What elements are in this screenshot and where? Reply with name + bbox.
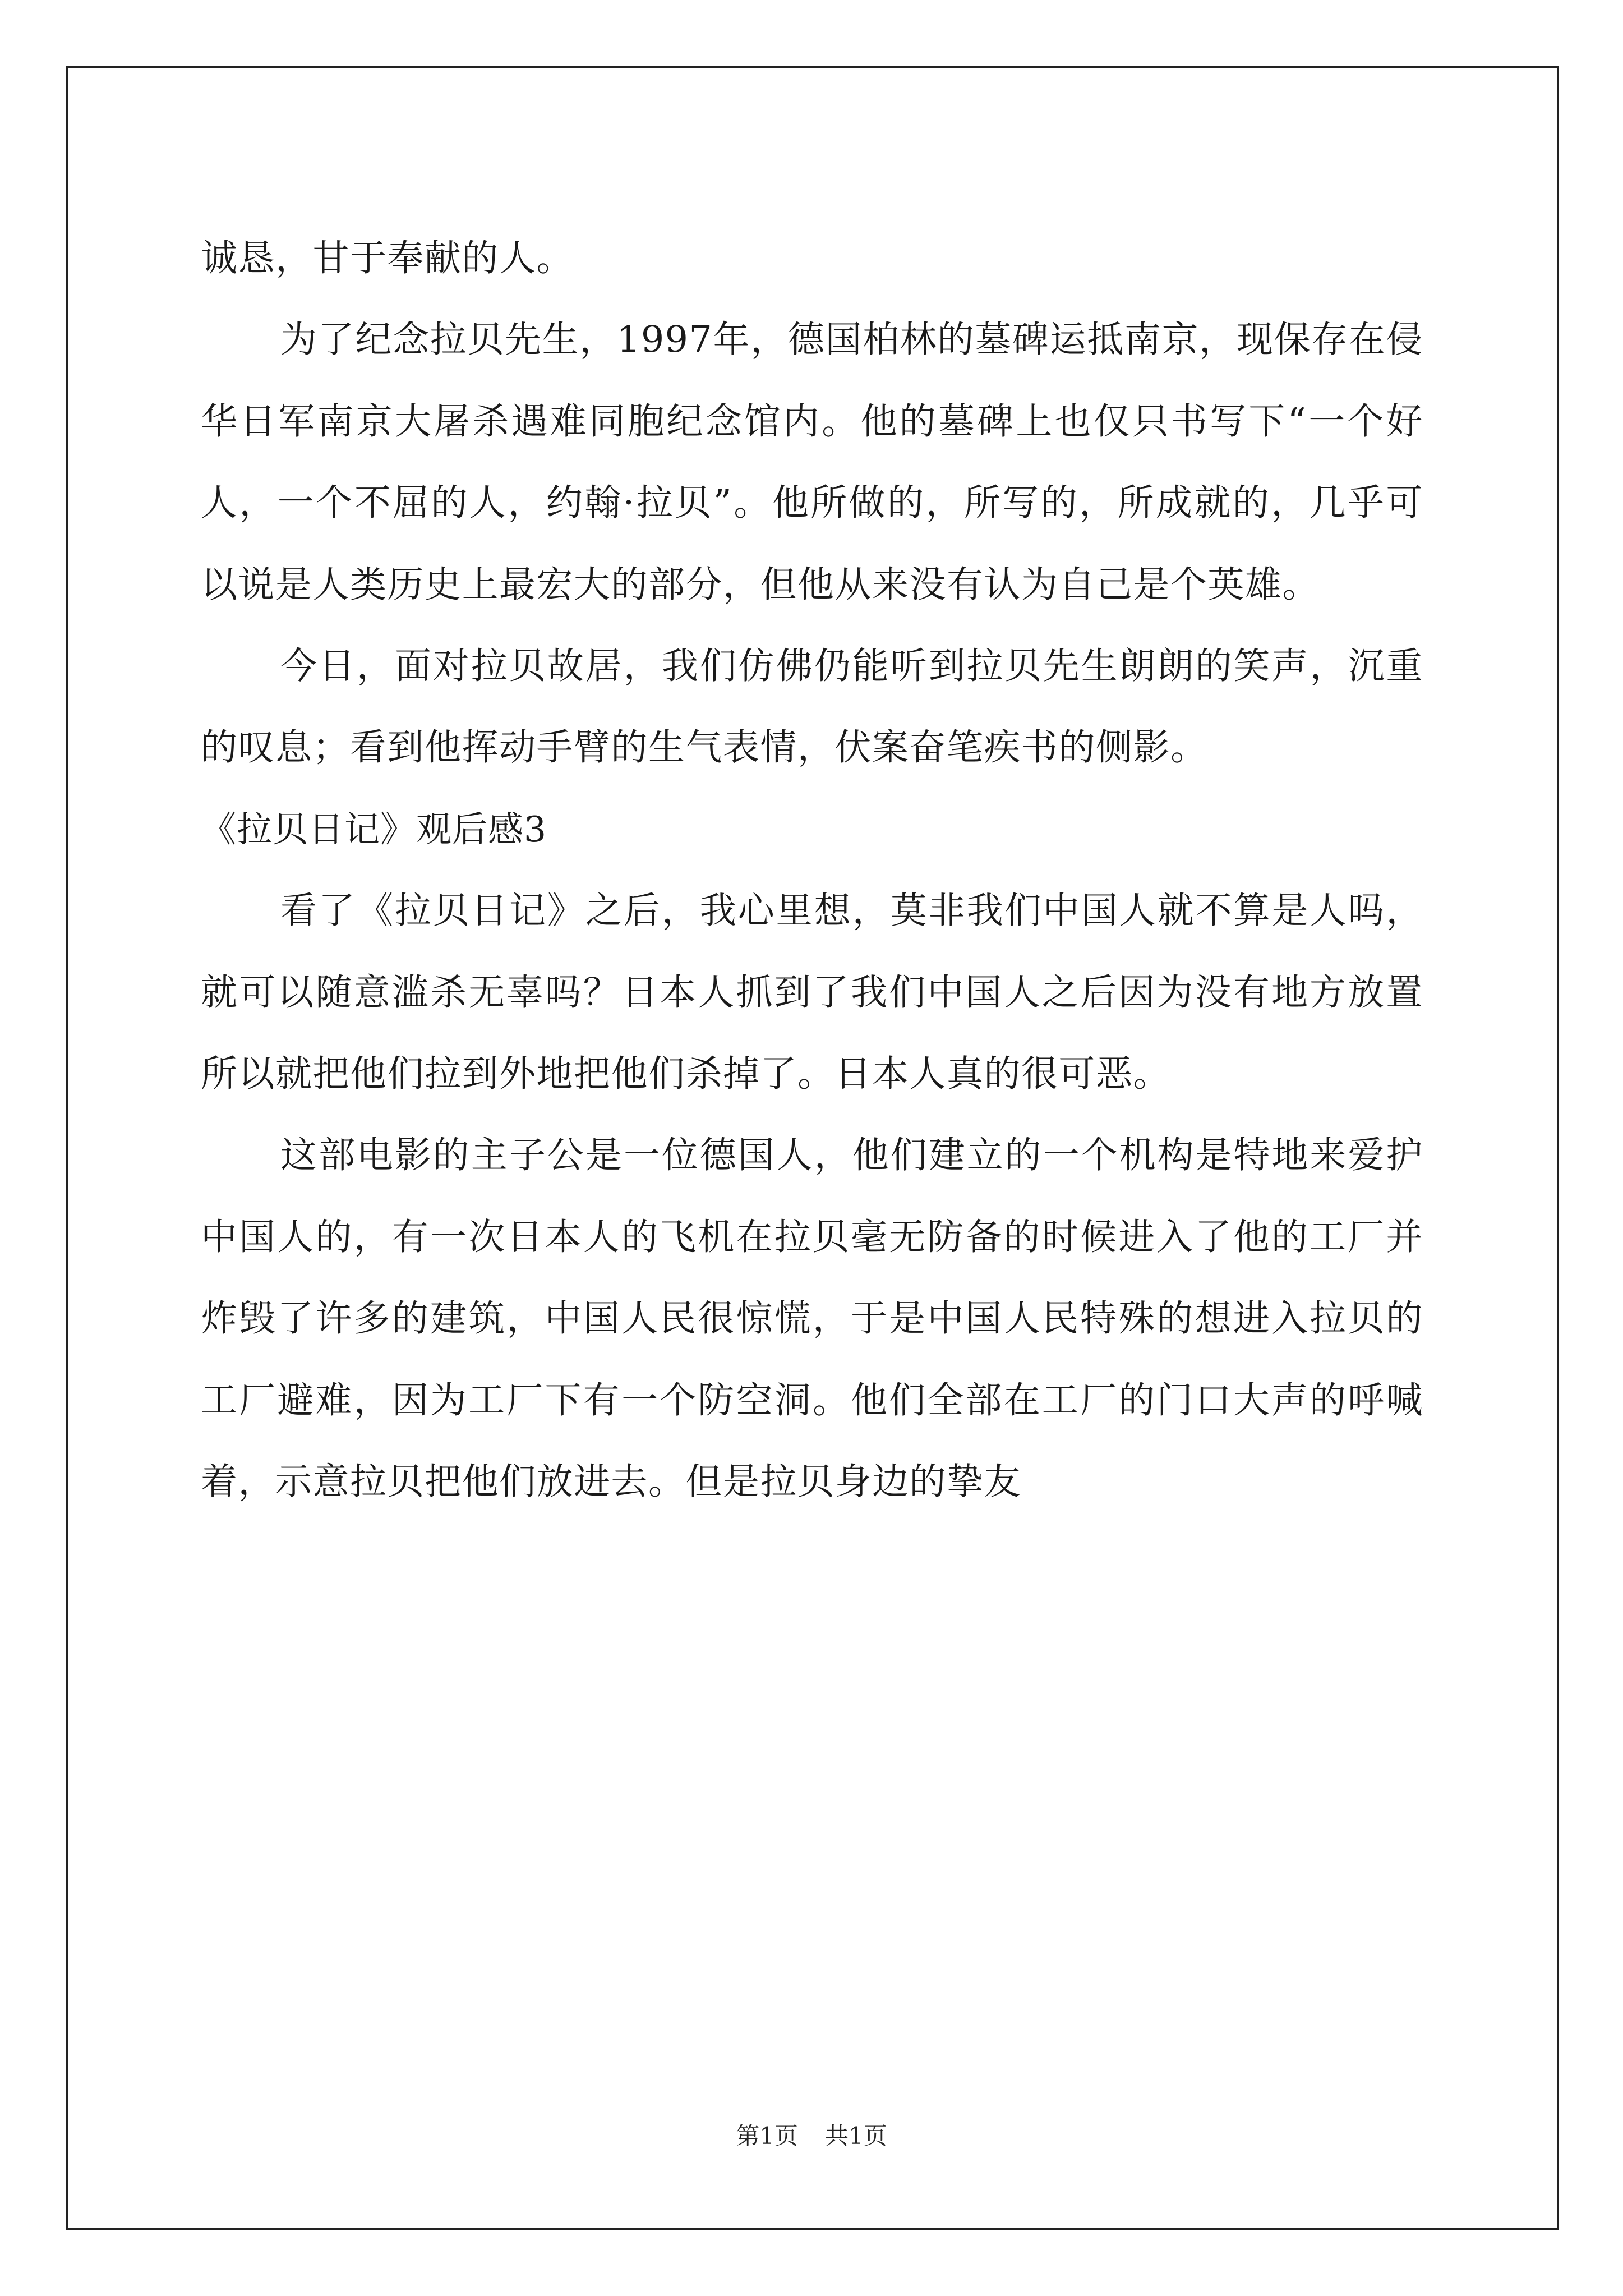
paragraph: 为了纪念拉贝先生，1997年，德国柏林的墓碑运抵南京，现保存在侵华日军南京大屠杀遇难同胞纪念馆内。他的墓碑上也仅只书写下“一个好人，一个不屈的人，约翰·拉贝”。他所做的，所写的，所成就的，几乎可以说是人类历史上最宏大的部分，但他从来没有认为自己是个英雄。: [201, 319, 1423, 606]
page-footer: [0, 2119, 1623, 2153]
paragraph: 诚恳，甘于奉献的人。: [201, 237, 574, 279]
document-body: [201, 218, 1423, 1523]
paragraph: 看了《拉贝日记》之后，我心里想，莫非我们中国人就不算是人吗，就可以随意滥杀无辜吗？日本人抓到了我们中国人之后因为没有地方放置所以就把他们拉到外地把他们杀掉了。日本人真的很可恶。: [201, 890, 1423, 1096]
page-number-current: 第1页: [736, 2122, 798, 2150]
paragraph: 今日，面对拉贝故居，我们仿佛仍能听到拉贝先生朗朗的笑声，沉重的叹息；看到他挥动手臂的生气表情，伏案奋笔疾书的侧影。: [201, 645, 1423, 769]
section-heading: 《拉贝日记》观后感3: [201, 808, 547, 850]
paragraph: 这部电影的主子公是一位德国人，他们建立的一个机构是特地来爱护中国人的，有一次日本人的飞机在拉贝毫无防备的时候进入了他的工厂并炸毁了许多的建筑，中国人民很惊慌，于是中国人民特殊的想进入拉贝的工厂避难，因为工厂下有一个防空洞。他们全部在工厂的门口大声的呼喊着，示意拉贝把他们放进去。但是拉贝身边的挚友: [201, 1134, 1423, 1503]
page-number-total: 共1页: [825, 2122, 887, 2150]
